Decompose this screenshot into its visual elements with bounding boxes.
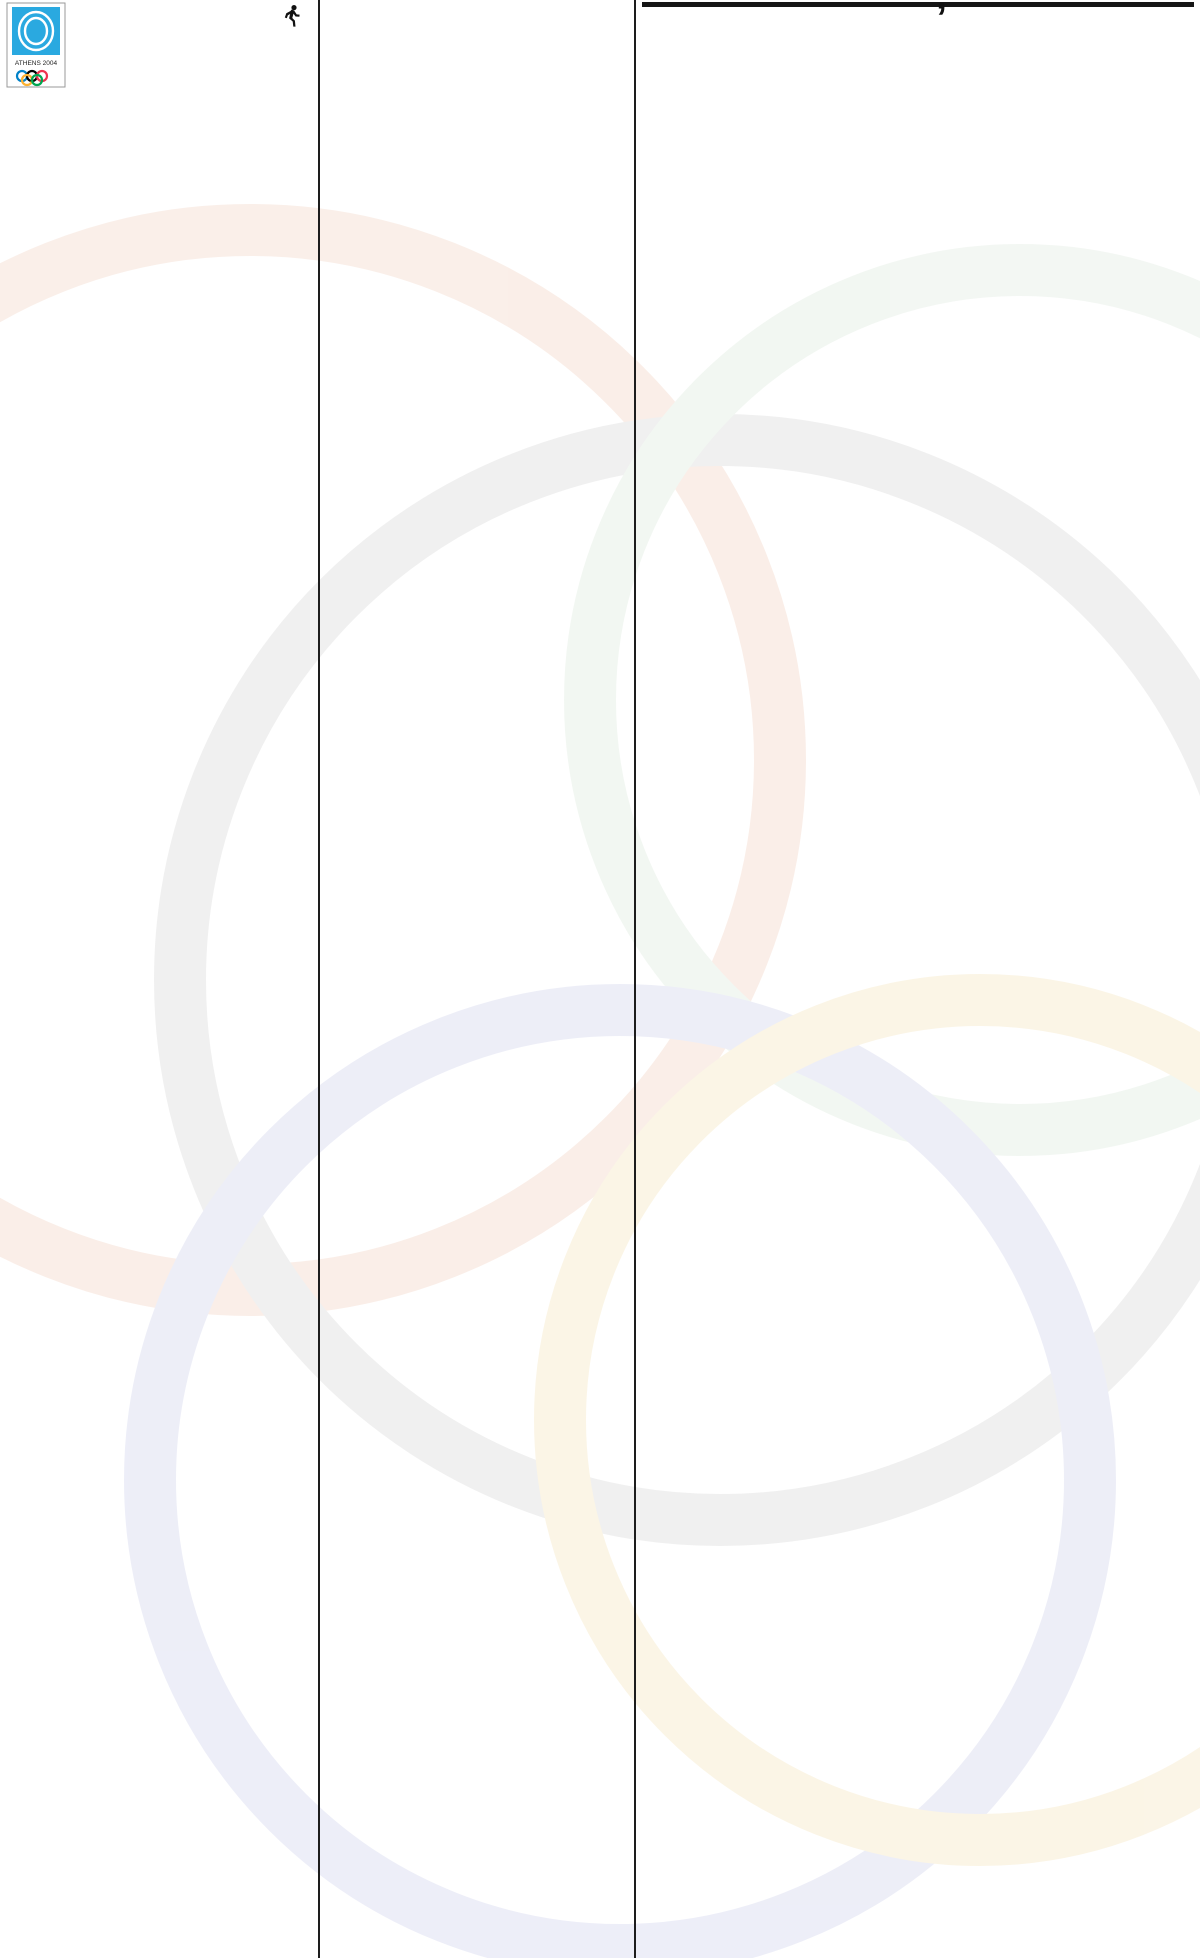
- svg-text:ATHENS 2004: ATHENS 2004: [14, 60, 58, 67]
- column-1: [0, 0, 318, 1958]
- games-header-atena: [6, 0, 312, 95]
- athens-2004-logo: [6, 2, 66, 93]
- sport-header-inline: [74, 2, 312, 32]
- column-2: [318, 0, 634, 1958]
- footer-note: [642, 2, 1194, 7]
- running-icon: [278, 2, 304, 32]
- column-3: [634, 0, 1200, 1958]
- games-title-block: [74, 2, 312, 32]
- stray-apostrophe: ’: [936, 0, 948, 40]
